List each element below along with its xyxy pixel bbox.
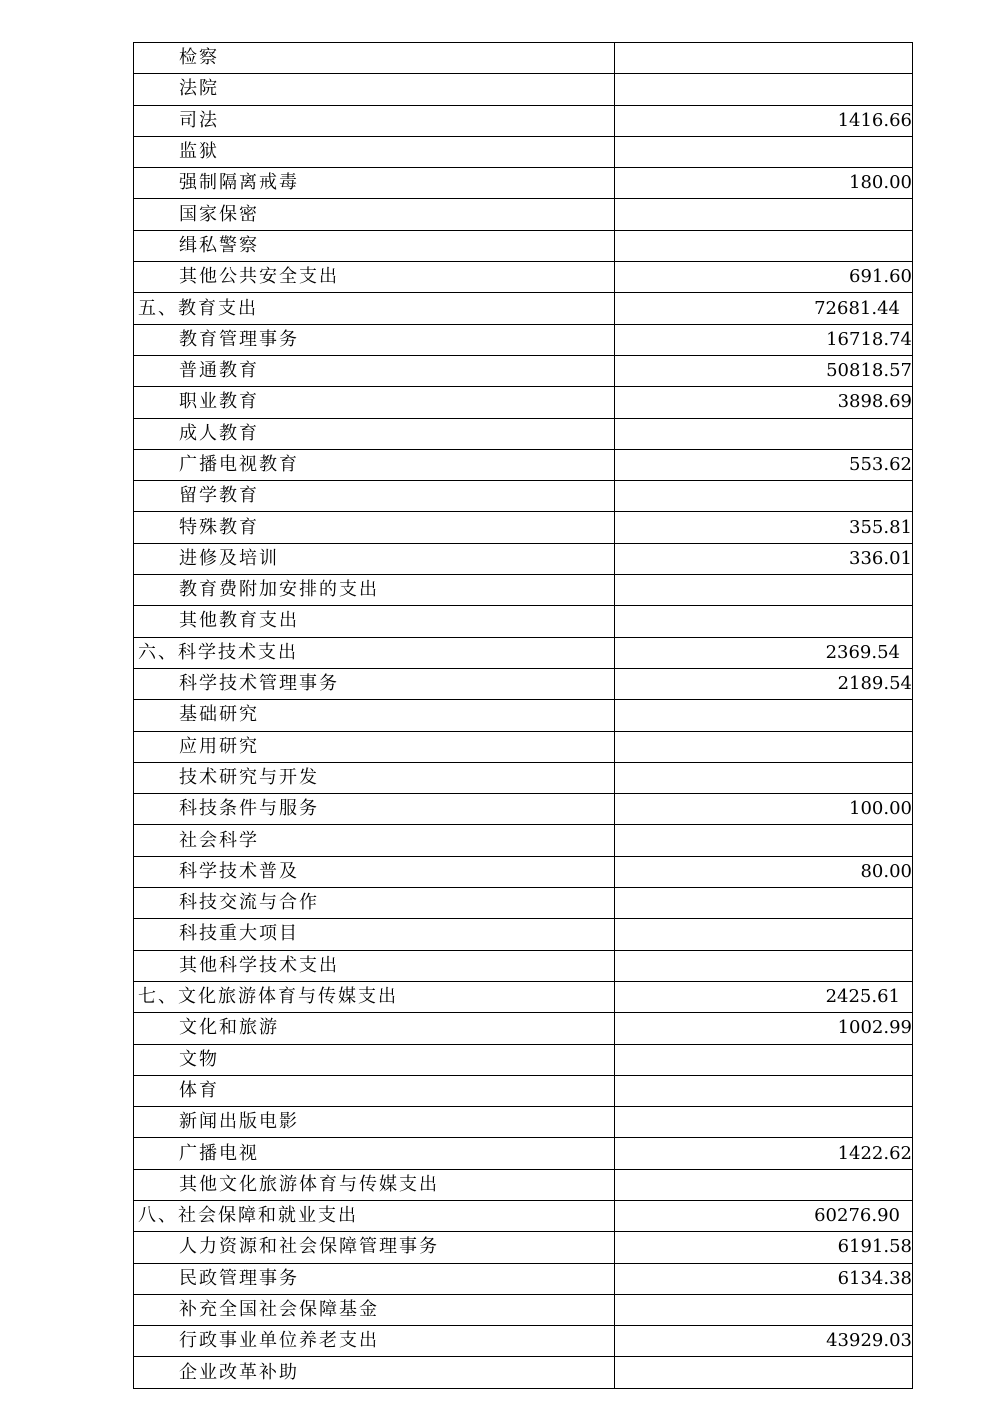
table-row [134, 575, 913, 606]
row-label-cell [134, 637, 615, 668]
row-label-cell [134, 449, 615, 480]
table-row [134, 1326, 913, 1357]
row-label-cell [134, 1357, 615, 1388]
table-row [134, 262, 913, 293]
row-label-cell [134, 1138, 615, 1169]
row-value: 336.01 [615, 543, 913, 574]
row-label: 监狱 [179, 141, 219, 163]
row-label-cell [134, 355, 615, 386]
table-row [134, 1075, 913, 1106]
table-row [134, 1138, 913, 1169]
row-label: 其他教育支出 [179, 610, 299, 632]
table-row [134, 199, 913, 230]
category-row [134, 981, 913, 1012]
row-value: 3898.69 [615, 387, 913, 418]
row-label: 缉私警察 [179, 234, 259, 256]
row-value [615, 1357, 913, 1388]
table-row [134, 449, 913, 480]
row-label: 职业教育 [179, 391, 259, 413]
table-row [134, 856, 913, 887]
row-value [615, 1169, 913, 1200]
row-label-cell [134, 293, 615, 324]
row-label: 科技重大项目 [179, 923, 299, 945]
row-value: 1002.99 [615, 1013, 913, 1044]
table-row [134, 794, 913, 825]
table-row [134, 1232, 913, 1263]
row-value: 2189.54 [615, 668, 913, 699]
row-label: 留学教育 [179, 485, 259, 507]
row-label-cell [134, 43, 615, 74]
table-row [134, 606, 913, 637]
row-label: 其他文化旅游体育与传媒支出 [179, 1173, 439, 1195]
row-label-cell [134, 1263, 615, 1294]
row-label: 技术研究与开发 [179, 766, 319, 788]
table-row [134, 1357, 913, 1388]
row-value: 60276.90 [615, 1200, 913, 1231]
row-label: 补充全国社会保障基金 [179, 1299, 379, 1321]
table-row [134, 74, 913, 105]
row-label-cell [134, 136, 615, 167]
table-row [134, 1107, 913, 1138]
row-label-cell [134, 1107, 615, 1138]
row-value [615, 136, 913, 167]
row-label: 科学技术管理事务 [179, 673, 339, 695]
table-row [134, 168, 913, 199]
table-row [134, 418, 913, 449]
row-value [615, 418, 913, 449]
table-row [134, 950, 913, 981]
row-label-cell [134, 668, 615, 699]
row-label-cell [134, 575, 615, 606]
row-label-cell [134, 762, 615, 793]
row-label: 教育费附加安排的支出 [179, 579, 379, 601]
table-row [134, 1169, 913, 1200]
row-value [615, 1294, 913, 1325]
row-label: 科学技术普及 [179, 860, 299, 882]
row-label: 行政事业单位养老支出 [179, 1330, 379, 1352]
row-label-cell [134, 731, 615, 762]
row-label: 司法 [179, 109, 219, 131]
row-value: 72681.44 [615, 293, 913, 324]
table-row [134, 355, 913, 386]
row-value [615, 950, 913, 981]
row-label-cell [134, 262, 615, 293]
row-label-cell [134, 606, 615, 637]
row-value [615, 606, 913, 637]
budget-table [133, 42, 913, 1389]
row-label: 体育 [179, 1079, 219, 1101]
row-value: 2369.54 [615, 637, 913, 668]
row-value [615, 199, 913, 230]
row-label-cell [134, 512, 615, 543]
row-label-cell [134, 1075, 615, 1106]
row-label: 文物 [179, 1048, 219, 1070]
row-value: 6134.38 [615, 1263, 913, 1294]
row-value [615, 575, 913, 606]
table-row [134, 543, 913, 574]
table-row [134, 1013, 913, 1044]
row-label-cell [134, 919, 615, 950]
table-row [134, 668, 913, 699]
row-label-cell [134, 856, 615, 887]
table-row [134, 387, 913, 418]
row-label: 六、科学技术支出 [138, 641, 298, 663]
row-label-cell [134, 700, 615, 731]
row-value [615, 919, 913, 950]
row-label-cell [134, 950, 615, 981]
row-value [615, 481, 913, 512]
table-row [134, 825, 913, 856]
row-value: 100.00 [615, 794, 913, 825]
row-label-cell [134, 825, 615, 856]
row-label: 法院 [179, 78, 219, 100]
row-value [615, 700, 913, 731]
row-label-cell [134, 74, 615, 105]
row-label: 成人教育 [179, 422, 259, 444]
row-label-cell [134, 1044, 615, 1075]
row-value [615, 825, 913, 856]
category-row [134, 1200, 913, 1231]
row-label-cell [134, 387, 615, 418]
row-label-cell [134, 1200, 615, 1231]
row-label-cell [134, 1326, 615, 1357]
row-value: 355.81 [615, 512, 913, 543]
row-label: 民政管理事务 [179, 1267, 299, 1289]
row-label: 基础研究 [179, 704, 259, 726]
row-value: 1422.62 [615, 1138, 913, 1169]
row-value [615, 731, 913, 762]
row-label-cell [134, 981, 615, 1012]
table-row [134, 731, 913, 762]
row-label-cell [134, 1013, 615, 1044]
row-label: 普通教育 [179, 360, 259, 382]
row-label: 科技条件与服务 [179, 798, 319, 820]
row-value [615, 230, 913, 261]
row-value: 691.60 [615, 262, 913, 293]
table-row [134, 230, 913, 261]
row-label-cell [134, 794, 615, 825]
row-label: 八、社会保障和就业支出 [138, 1205, 358, 1227]
row-label: 广播电视教育 [179, 454, 299, 475]
table-row [134, 919, 913, 950]
row-value [615, 1075, 913, 1106]
table-row [134, 324, 913, 355]
row-label: 七、文化旅游体育与传媒支出 [138, 986, 398, 1008]
table-row [134, 762, 913, 793]
row-label: 检察 [179, 47, 219, 69]
row-value [615, 1044, 913, 1075]
row-value: 6191.58 [615, 1232, 913, 1263]
row-label-cell [134, 1169, 615, 1200]
row-value: 2425.61 [615, 981, 913, 1012]
table-row [134, 512, 913, 543]
table-row [134, 1294, 913, 1325]
table-row [134, 136, 913, 167]
table-row [134, 1263, 913, 1294]
table-row [134, 888, 913, 919]
category-row [134, 637, 913, 668]
row-label: 五、教育支出 [138, 297, 258, 319]
row-label: 其他公共安全支出 [179, 266, 339, 288]
row-value: 1416.66 [615, 105, 913, 136]
row-value: 43929.03 [615, 1326, 913, 1357]
row-value: 80.00 [615, 856, 913, 887]
category-row [134, 293, 913, 324]
row-label-cell [134, 1294, 615, 1325]
row-value [615, 1107, 913, 1138]
table-row [134, 43, 913, 74]
table-row [134, 481, 913, 512]
table-row [134, 700, 913, 731]
row-label: 社会科学 [179, 829, 259, 851]
row-label-cell [134, 199, 615, 230]
row-value [615, 74, 913, 105]
row-label: 强制隔离戒毒 [179, 172, 299, 194]
row-label: 广播电视 [179, 1142, 259, 1164]
row-label: 教育管理事务 [179, 328, 299, 350]
row-value [615, 43, 913, 74]
row-label-cell [134, 324, 615, 355]
row-label: 进修及培训 [179, 547, 279, 569]
table-row [134, 1044, 913, 1075]
row-label: 文化和旅游 [179, 1017, 279, 1039]
row-label: 企业改革补助 [179, 1361, 299, 1383]
row-value: 50818.57 [615, 355, 913, 386]
row-label: 特殊教育 [179, 516, 259, 538]
row-value [615, 888, 913, 919]
row-label: 新闻出版电影 [179, 1111, 299, 1133]
table-row [134, 105, 913, 136]
row-label-cell [134, 543, 615, 574]
row-label-cell [134, 1232, 615, 1263]
row-value: 180.00 [615, 168, 913, 199]
row-label-cell [134, 230, 615, 261]
row-label-cell [134, 481, 615, 512]
row-label-cell [134, 418, 615, 449]
row-label: 其他科学技术支出 [179, 954, 339, 976]
row-label: 人力资源和社会保障管理事务 [179, 1236, 439, 1258]
row-value: 16718.74 [615, 324, 913, 355]
row-label: 科技交流与合作 [179, 892, 319, 914]
row-value [615, 762, 913, 793]
row-label: 国家保密 [179, 203, 259, 225]
row-value: 553.62 [615, 449, 913, 480]
row-label: 应用研究 [179, 735, 259, 757]
row-label-cell [134, 888, 615, 919]
budget-table-body [134, 43, 913, 1389]
row-label-cell [134, 168, 615, 199]
row-label-cell [134, 105, 615, 136]
